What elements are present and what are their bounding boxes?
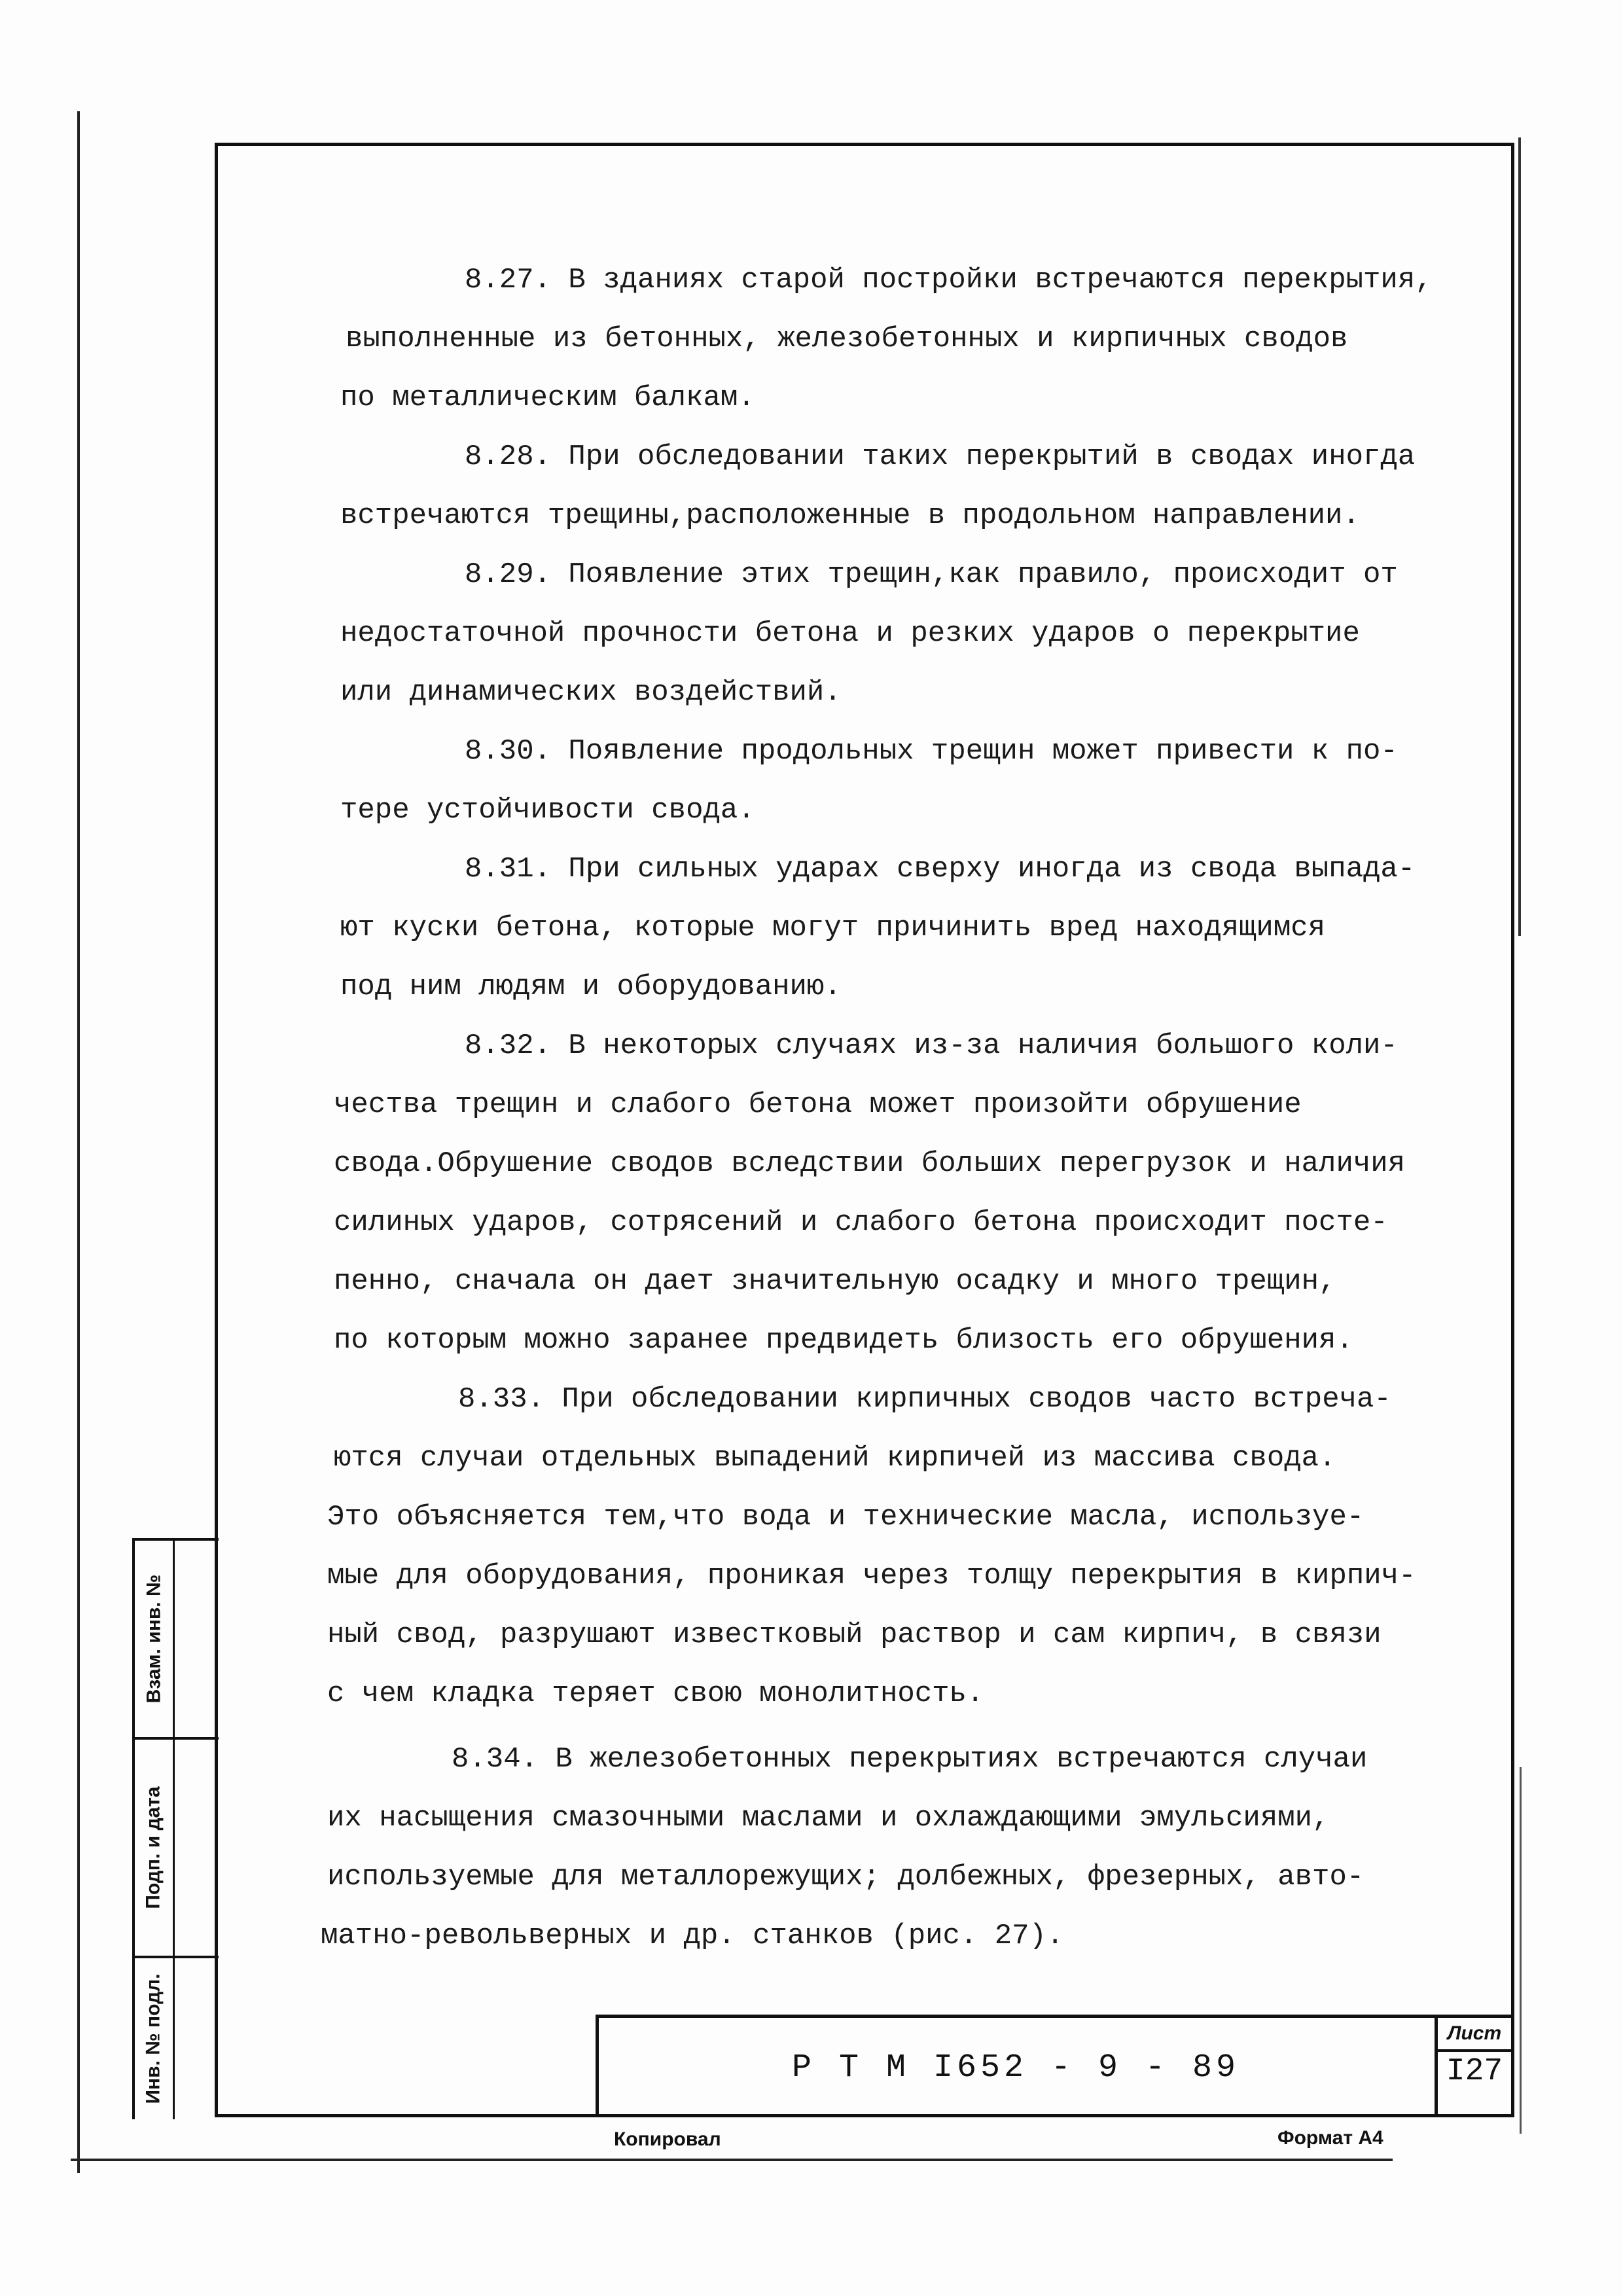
- binding-line: [77, 111, 80, 2173]
- text-line: 8.30. Появление продольных трещин может привести к по-: [465, 735, 1398, 768]
- text-line: 8.27. В зданиях старой постройки встречаются перекрытия,: [465, 264, 1433, 296]
- original-inventory-label: Инв. № подл.: [143, 1973, 164, 2104]
- format-label: Формат А4: [1277, 2127, 1383, 2149]
- text-line: мые для оборудования, проникая через толщу перекрытия в кирпич-: [327, 1560, 1416, 1592]
- text-line: пенно, сначала он дает значительную осадку и много трещин,: [334, 1265, 1336, 1298]
- text-line: по которым можно заранее предвидеть близость его обрушения.: [334, 1324, 1353, 1357]
- text-line: ют куски бетона, которые могут причинить вред находящимся: [340, 912, 1326, 944]
- signature-date-cell: [132, 1737, 219, 1956]
- text-line: встречаются трещины,расположенные в продольном направлении.: [340, 499, 1360, 532]
- original-inventory-cell: [132, 1956, 219, 2119]
- text-line: тере устойчивости свода.: [340, 794, 755, 827]
- scan-edge-line: [1520, 1767, 1522, 2134]
- text-line: ются случаи отдельных выпадений кирпичей из массива свода.: [334, 1442, 1336, 1475]
- bottom-rule: [71, 2159, 1393, 2161]
- text-line: или динамических воздействий.: [340, 676, 842, 709]
- text-line: по металлическим балкам.: [340, 382, 755, 414]
- text-line: матно-револьверных и др. станков (рис. 27).: [321, 1920, 1064, 1952]
- copied-by-label: Копировал: [614, 2128, 721, 2150]
- text-line: 8.29. Появление этих трещин,как правило, происходит от: [465, 558, 1398, 591]
- text-line: под ним людям и оборудованию.: [340, 971, 842, 1003]
- title-block: [596, 2015, 1511, 2117]
- text-line: недостаточной прочности бетона и резких ударов о перекрытие: [340, 617, 1360, 650]
- text-line: 8.34. В железобетонных перекрытиях встречаются случаи: [452, 1743, 1368, 1776]
- text-line: 8.33. При обследовании кирпичных сводов часто встреча-: [458, 1383, 1391, 1416]
- text-line: используемые для металлорежущих; долбежных, фрезерных, авто-: [327, 1861, 1364, 1893]
- sheet-label: Лист: [1438, 2018, 1511, 2052]
- text-line: чества трещин и слабого бетона может произойти обрушение: [334, 1088, 1302, 1121]
- text-line: их насыщения смазочными маслами и охлаждающими эмульсиями,: [327, 1802, 1330, 1835]
- text-line: 8.32. В некоторых случаях из-за наличия большого коли-: [465, 1030, 1398, 1062]
- document-code: Р Т М I652 - 9 - 89: [791, 2049, 1240, 2087]
- text-line: ный свод, разрушают известковый раствор и сам кирпич, в связи: [327, 1619, 1382, 1651]
- text-line: Это объясняется тем,что вода и технические масла, используе-: [327, 1501, 1364, 1534]
- signature-date-label: Подп. и дата: [143, 1786, 164, 1909]
- sheet-number: I27: [1446, 2054, 1503, 2089]
- text-line: выполненные из бетонных, железобетонных и кирпичных сводов: [346, 323, 1348, 355]
- replacement-inventory-label: Взам. инв. №: [143, 1574, 165, 1704]
- sheet-cell: [1435, 2018, 1511, 2117]
- text-line: свода.Обрушение сводов вследствии больших перегрузок и наличия: [334, 1147, 1406, 1180]
- text-line: 8.31. При сильных ударах сверху иногда из свода выпада-: [465, 853, 1416, 886]
- text-line: с чем кладка теряет свою монолитность.: [327, 1677, 984, 1710]
- scan-edge-line: [1518, 137, 1521, 936]
- replacement-inventory-cell: [132, 1538, 219, 1737]
- text-line: 8.28. При обследовании таких перекрытий в сводах иногда: [465, 440, 1416, 473]
- text-line: силиных ударов, сотрясений и слабого бетона происходит посте-: [334, 1206, 1388, 1239]
